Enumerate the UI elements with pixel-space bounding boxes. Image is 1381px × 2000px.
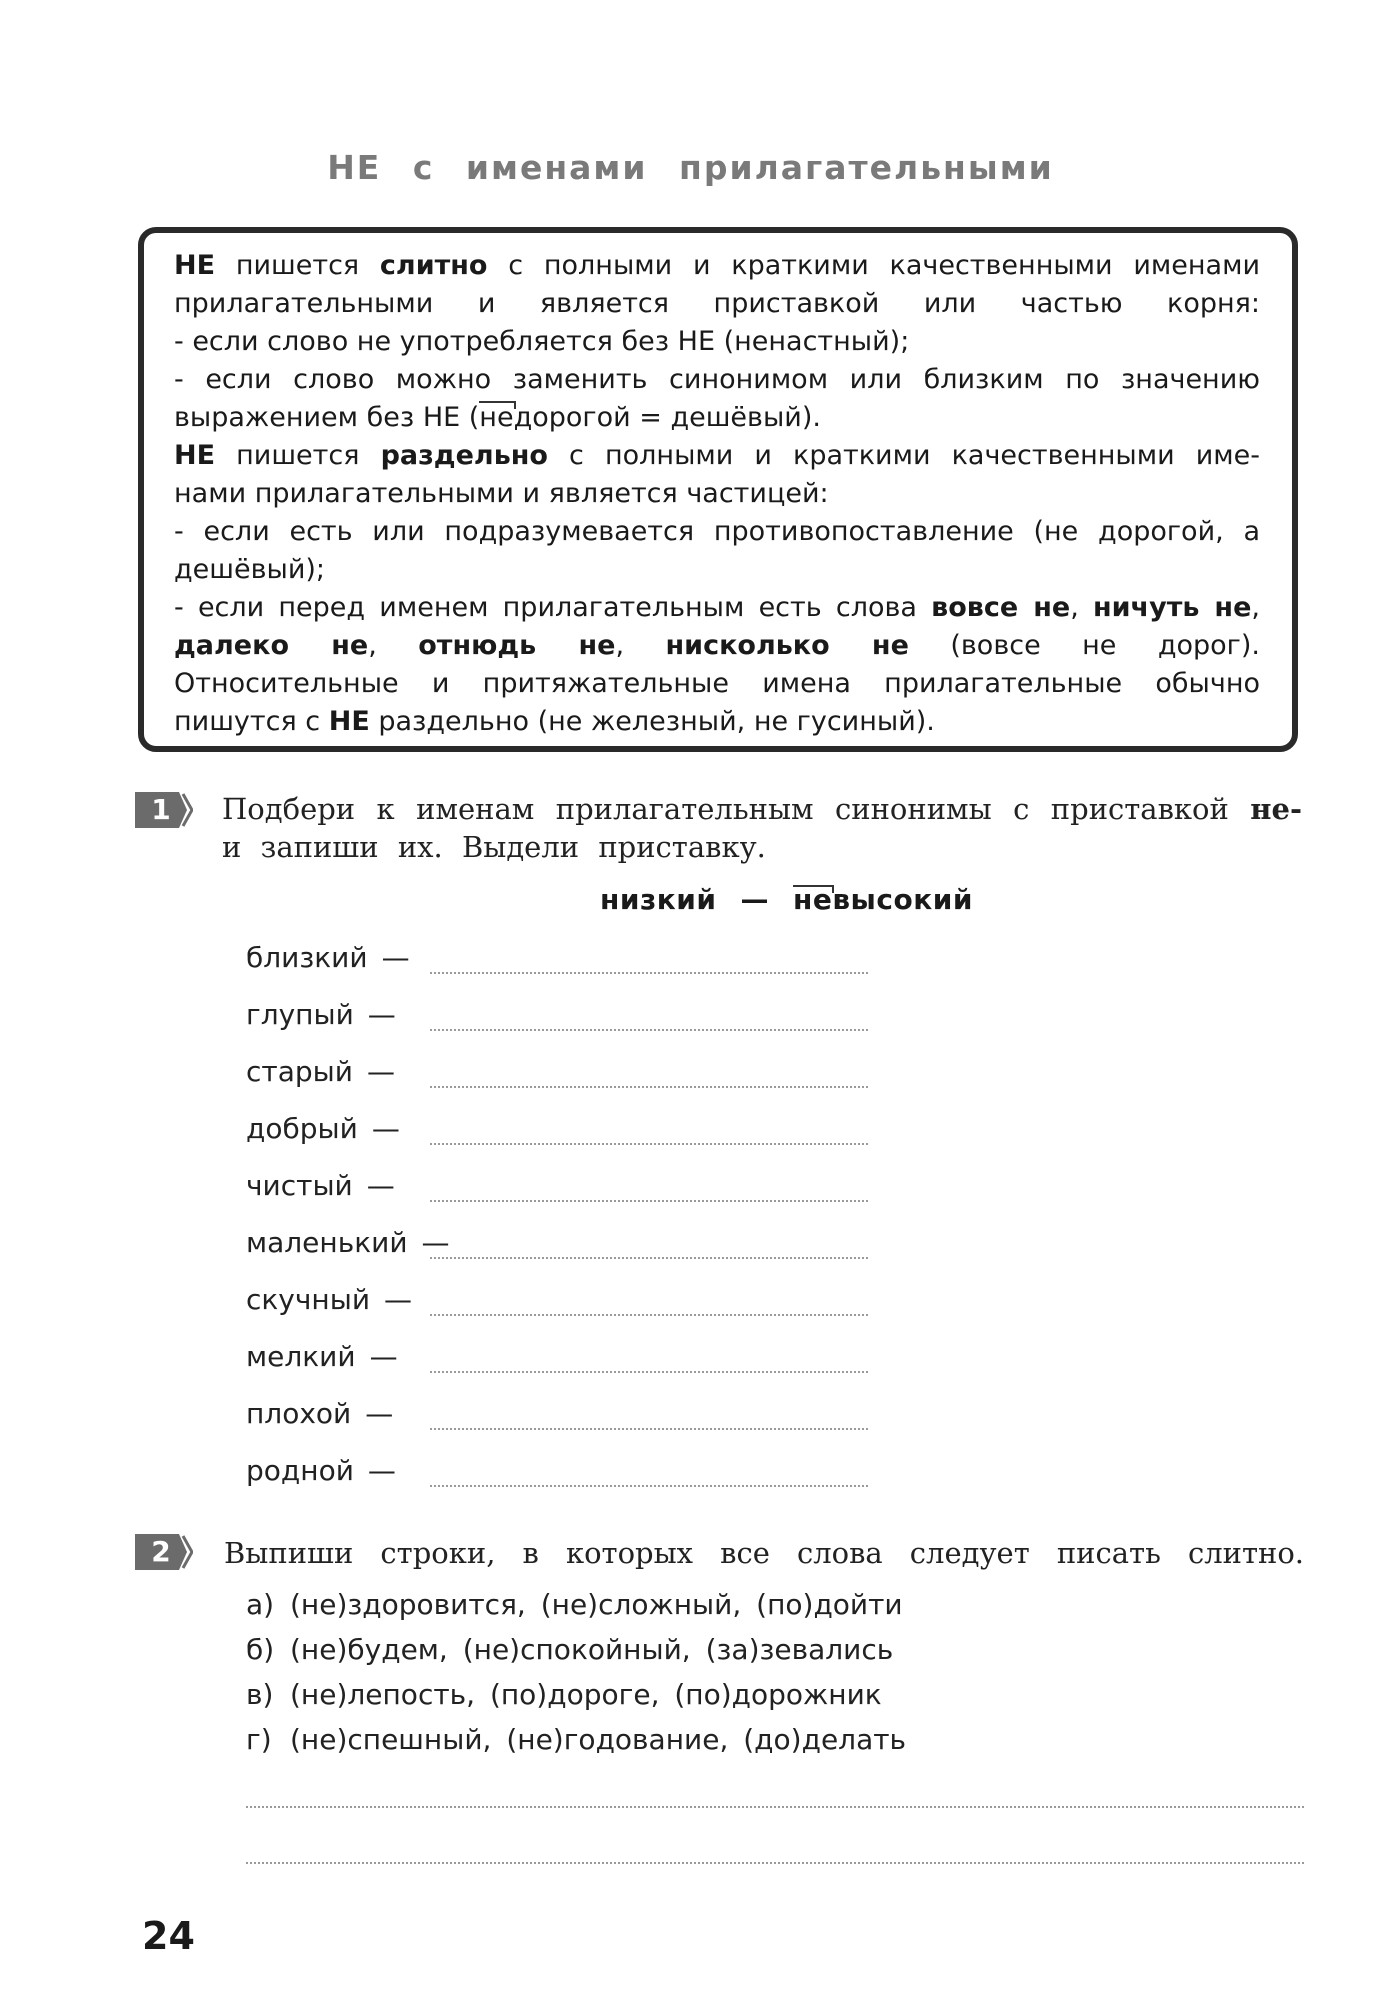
rule-keyword: слитно <box>379 250 488 281</box>
word-dash: — <box>367 1454 396 1487</box>
exercise-1-instructions <box>222 790 1302 866</box>
rule-text: пишется <box>215 440 381 471</box>
word-dash: — <box>369 1340 398 1373</box>
word-dash: — <box>367 998 396 1031</box>
rule-keyword: нисколько не <box>665 630 909 661</box>
rule-text: - если перед именем прилагательным есть слова <box>174 592 932 623</box>
example-answer: высокий <box>832 883 973 916</box>
answer-line[interactable] <box>430 1086 868 1088</box>
word-label: старый <box>246 1055 353 1088</box>
rule-text: пишется <box>215 250 380 281</box>
example-dash: — <box>740 883 769 916</box>
option-letter: в) <box>246 1678 274 1711</box>
rule-text: , <box>1251 592 1260 623</box>
rule-text: раздельно (не железный, не гусиный). <box>369 706 935 737</box>
answer-line[interactable] <box>430 1200 868 1202</box>
rule-text: , <box>368 630 419 661</box>
word-label: скучный <box>246 1283 371 1316</box>
rule-keyword: раздельно <box>380 440 548 471</box>
rule-line: - если есть или подразумевается противопоставление (не дорогой, а <box>174 516 1260 547</box>
word-row <box>246 995 396 1035</box>
word-dash: — <box>366 1169 395 1202</box>
word-row <box>246 1052 395 1092</box>
word-row <box>246 1394 393 1434</box>
word-label: чистый <box>246 1169 353 1202</box>
rule-line <box>174 247 1260 285</box>
rule-text: выражением без НЕ ( <box>174 402 480 433</box>
instruction-text: и запиши их. Выдели приставку. <box>222 830 766 864</box>
answer-line[interactable] <box>430 1143 868 1145</box>
rule-line <box>174 437 1260 475</box>
word-dash: — <box>421 1226 450 1259</box>
rule-keyword: отнюдь не <box>418 630 616 661</box>
page-title: НЕ с именами прилагательными <box>327 148 1054 187</box>
rule-line: - если слово не употребляется без НЕ (ненастный); <box>174 326 910 357</box>
rule-keyword: НЕ <box>174 250 216 281</box>
exercise-2-instructions: Выпиши строки, в которых все слова следует писать слитно. <box>224 1536 1304 1570</box>
rule-line: Относительные и притяжательные имена прилагательные обычно <box>174 668 1260 699</box>
rule-keyword: далеко не <box>174 630 369 661</box>
word-row <box>246 1451 396 1491</box>
page-number: 24 <box>142 1914 195 1958</box>
rule-box <box>138 227 1298 752</box>
prefix-marker: не <box>479 399 513 437</box>
rule-line <box>174 589 1260 627</box>
option-row <box>246 1675 882 1715</box>
answer-line[interactable] <box>246 1806 1304 1808</box>
answer-line[interactable] <box>430 1371 868 1373</box>
rule-text: , <box>1070 592 1093 623</box>
prefix-marker: не <box>792 883 833 916</box>
word-label: мелкий <box>246 1340 356 1373</box>
word-row <box>246 1166 395 1206</box>
word-dash: — <box>384 1283 413 1316</box>
rule-keyword: НЕ <box>174 440 216 471</box>
option-row <box>246 1585 903 1625</box>
word-label: добрый <box>246 1112 358 1145</box>
word-label: плохой <box>246 1397 352 1430</box>
answer-line[interactable] <box>430 1428 868 1430</box>
answer-line[interactable] <box>430 972 868 974</box>
answer-line[interactable] <box>430 1029 868 1031</box>
word-dash: — <box>381 941 410 974</box>
rule-line: прилагательными и является приставкой или частью корня: <box>174 288 1260 319</box>
exercise-number: 1 <box>151 793 171 826</box>
option-text: (не)лепость, (по)дороге, (по)дорожник <box>290 1678 882 1711</box>
rule-text: (вовсе не дорог). <box>908 630 1260 661</box>
word-dash: — <box>366 1055 395 1088</box>
option-text: (не)здоровится, (не)сложный, (по)дойти <box>290 1588 903 1621</box>
example-pair <box>600 883 973 916</box>
instruction-prefix: не- <box>1250 792 1302 826</box>
answer-line[interactable] <box>430 1257 868 1259</box>
rule-line <box>174 627 1260 665</box>
rule-text: пишутся с <box>174 706 329 737</box>
rule-keyword: НЕ <box>328 706 370 737</box>
exercise-number: 2 <box>151 1535 171 1568</box>
option-text: (не)будем, (не)спокойный, (за)зевались <box>290 1633 894 1666</box>
option-letter: а) <box>246 1588 275 1621</box>
option-letter: б) <box>246 1633 275 1666</box>
word-dash: — <box>365 1397 394 1430</box>
option-row <box>246 1630 893 1670</box>
rule-line: дешёвый); <box>174 554 326 585</box>
exercise-1-badge <box>135 792 193 828</box>
rule-keyword: ничуть не <box>1092 592 1252 623</box>
word-label: близкий <box>246 941 368 974</box>
word-row <box>246 1280 412 1320</box>
word-label: маленький <box>246 1226 408 1259</box>
instruction-text: Подбери к именам прилагательным синонимы с приставкой <box>222 792 1251 826</box>
rule-line: - если слово можно заменить синонимом или близким по значению <box>174 364 1260 395</box>
option-row <box>246 1720 906 1760</box>
rule-line: нами прилагательными и является частицей: <box>174 478 829 509</box>
option-letter: г) <box>246 1723 272 1756</box>
exercise-2-badge <box>135 1534 193 1570</box>
option-text: (не)спешный, (не)годование, (до)делать <box>290 1723 907 1756</box>
example-word: низкий <box>600 883 717 916</box>
answer-line[interactable] <box>246 1862 1304 1864</box>
rule-text: , <box>615 630 666 661</box>
rule-text: с полными и краткими качественными име- <box>547 440 1260 471</box>
rule-text: с полными и краткими качественными именами <box>487 250 1260 281</box>
rule-keyword: вовсе не <box>931 592 1071 623</box>
word-label: родной <box>246 1454 354 1487</box>
word-dash: — <box>371 1112 400 1145</box>
rule-line <box>174 703 1260 741</box>
answer-line[interactable] <box>430 1314 868 1316</box>
word-label: глупый <box>246 998 354 1031</box>
answer-line[interactable] <box>430 1485 868 1487</box>
word-row <box>246 1337 398 1377</box>
word-row <box>246 938 410 978</box>
rule-line <box>174 399 1260 437</box>
rule-text: дорогой = дешёвый). <box>513 402 821 433</box>
word-row <box>246 1109 400 1149</box>
word-row <box>246 1223 450 1263</box>
